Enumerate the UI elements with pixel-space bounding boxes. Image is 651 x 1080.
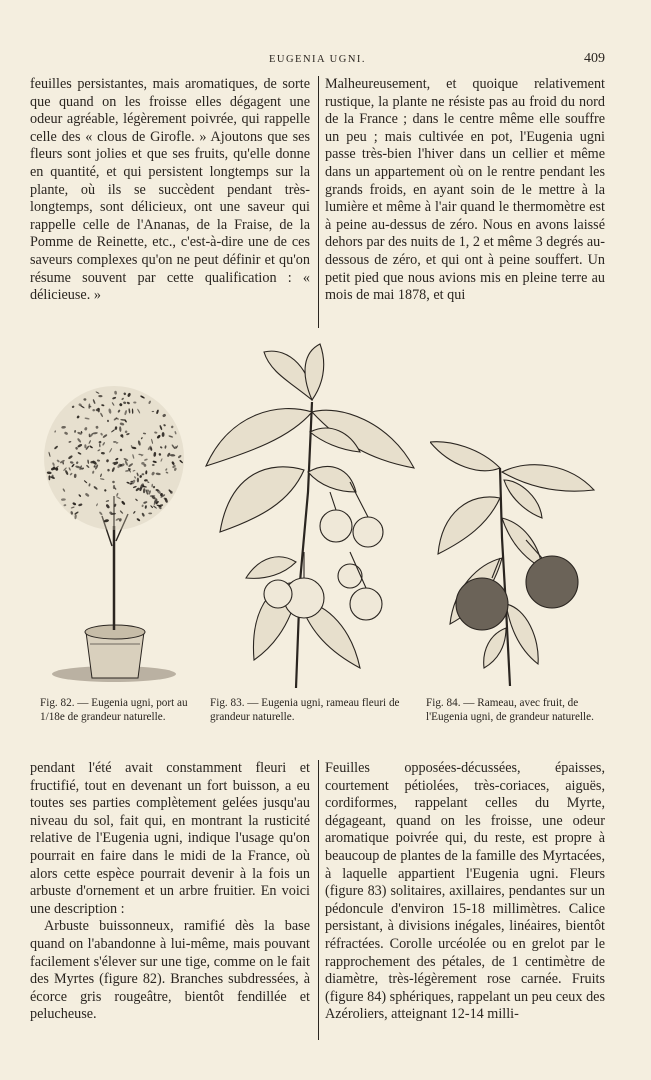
column-rule-top [318,76,319,328]
page-header [30,50,605,70]
paragraph: Feuilles opposées-décussées, épaisses, courtement pétiolées, très-coriaces, aiguës, cordiformes, rappelant celles du Myrte, dégageant, quand on les froisse, une odeur aromatique poivrée qui, du reste, est propre à beaucoup de plantes de la famille des Myrtacées, à laquelle appartient l'Eugenia ugni. Fleurs (figure 83) solitaires, axillaires, pendantes sur un pédoncule d'environ 15-18 millimètres. Calice persistant, à divisions inégales, linéaires, bientôt réfractées. Corolle urcéolée ou en grelot par le rapprochement des pétales, de 1 centimètre de diamètre, très-légèrement rose carnée. Fruits (figure 84) sphériques, rappelant un peu ceux des Azéroliers, atteignant 12-14 milli- [325,760,605,1023]
top-right-column [325,76,605,305]
top-left-column [30,76,310,305]
paragraph: pendant l'été avait constamment fleuri et fructifié, tout en devenant un fort buisson, a eu toutes ses parties complètement gelées jusqu'au niveau du sol, fait qui, en montrant la rusticité relative de l'Eugenia ugni, indique l'usage qu'on pourrait en faire dans le midi de la France, où alors cette espèce pourrait devenir à la fois un arbuste d'ornement et un arbre fruitier. En voici une description : [30,760,310,917]
figure-82-potted-shrub [32,376,194,688]
figure-83-caption: Fig. 83. — Eugenia ugni, rameau fleuri de grandeur naturelle. [210,697,400,723]
running-title: EUGENIA UGNI. [268,54,367,65]
bottom-right-column [325,760,605,1024]
figure-82-caption: Fig. 82. — Eugenia ugni, port au 1/18e de grandeur naturelle. [40,697,188,723]
column-rule-bottom [318,760,319,1040]
paragraph: feuilles persistantes, mais aromatiques, de sorte que quand on les froisse elles dégagent une odeur agréable, légèrement poivrée, qui rappelle celle des « clous de Girofle. » Ajoutons que ses fleurs sont jolies et que ses fruits, qu'elle donne en quantité, et qui persistent longtemps sur la plante, où ils se succèdent pendant très-longtemps, sont délicieux, ont une saveur qui rappelle celle de l'Ananas, de la Fraise, de la Pomme de Reinette, etc., c'est-à-dire une de ces saveurs complexes qu'on ne peut définir et qu'on résume souvent par cette qualification : « délicieuse. » [30,76,310,304]
figure-84-caption: Fig. 84. — Rameau, avec fruit, de l'Eugenia ugni, de grandeur naturelle. [426,697,594,723]
page-number: 409 [584,51,605,66]
figure-83-flowering-branch [200,342,418,690]
bottom-left-column [30,760,310,1024]
figure-84-fruiting-branch [430,428,600,690]
paragraph: Arbuste buissonneux, ramifié dès la base quand on l'abandonne à lui-même, mais pouvant facilement s'élever sur une tige, comme on le fait des Myrtes (figure 82). Branches subdressées, à écorce gris rougeâtre, bientôt fendillée et pelucheuse. [30,918,310,1023]
paragraph: Malheureusement, et quoique relativement rustique, la plante ne résiste pas au froid du nord de la France ; dans le centre même elle souffre un peu ; mais cultivée en pot, l'Eugenia ugni passe très-bien l'hiver dans un cellier et même dans un appartement où on le rentre pendant les grands froids, en ayant soin de le mettre à la lumière et même à l'air quand le thermomètre est à peine au-dessus de zéro. Nous en avons laissé dehors par des nuits de 1, 2 et même 3 degrés au-dessous de zéro, et qui ont à peine souffert. Un petit pied que nous avions mis en pleine terre au mois de mai 1878, et qui [325,76,605,304]
